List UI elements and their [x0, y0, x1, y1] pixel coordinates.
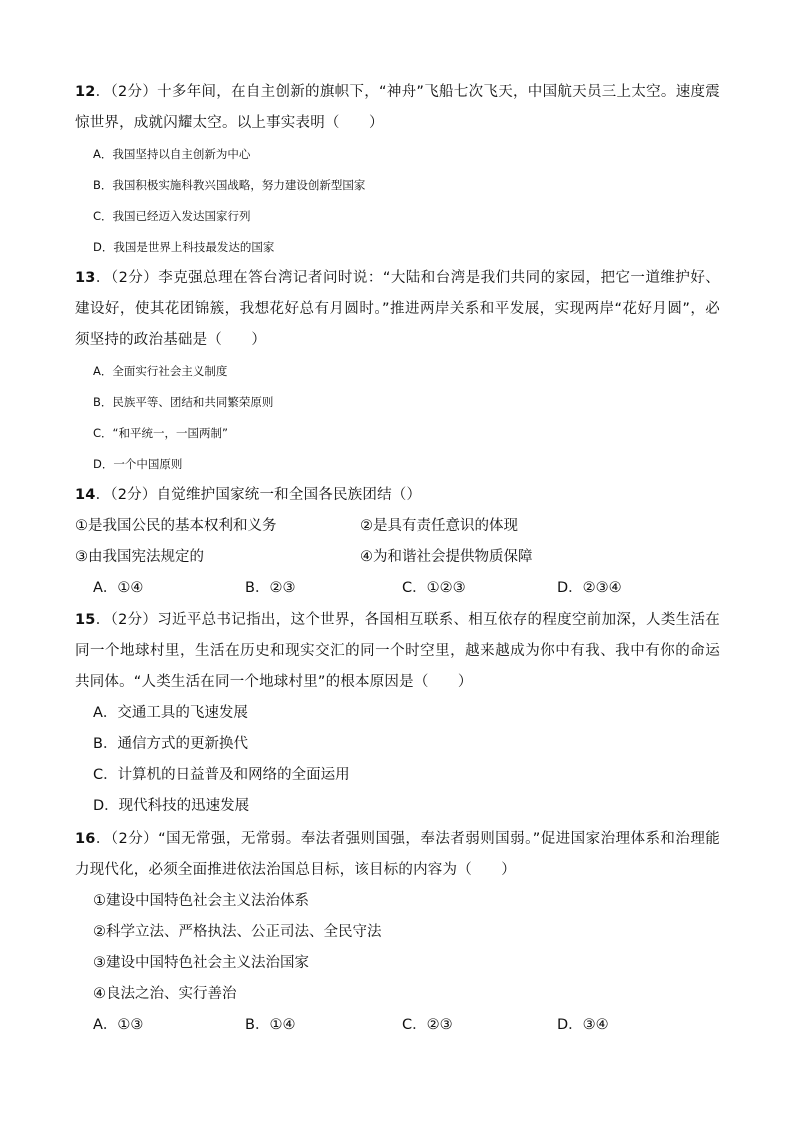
choice-a[interactable]: A．①③ [93, 1017, 144, 1033]
statement-4: ④良法之治、实行善治 [93, 986, 237, 1002]
choice-row [75, 1010, 720, 1041]
question-13 [75, 263, 720, 480]
option-c[interactable]: C．“和平统一，一国两制” [93, 426, 228, 440]
choice-d[interactable]: D．②③④ [557, 580, 622, 596]
question-14 [75, 480, 720, 604]
option-b[interactable]: B．通信方式的更新换代 [93, 736, 248, 752]
question-text: ．（2分）十多年间，在自主创新的旗帜下，“神舟”飞船七次飞天，中国航天员三上太空。速度震惊世界，成就闪耀太空。以上事实表明（ ） [75, 84, 720, 131]
option-b[interactable]: B．我国积极实施科教兴国战略，努力建设创新型国家 [93, 178, 366, 192]
option-a[interactable]: A．我国坚持以自主创新为中心 [93, 147, 251, 161]
question-number: 14 [75, 487, 96, 503]
question-stem [75, 77, 720, 139]
question-12 [75, 77, 720, 263]
question-text: ．（2分）习近平总书记指出，这个世界，各国相互联系、相互依存的程度空前加深，人类生活在同一个地球村里，生活在历史和现实交汇的同一个时空里，越来越成为你中有我、我中有你的命运共同体。“人类生活在同一个地球村里”的根本原因是（ ） [75, 612, 720, 690]
option-d[interactable]: D．现代科技的迅速发展 [93, 798, 250, 814]
question-text: ．（2分）李克强总理在答台湾记者问时说：“大陆和台湾是我们共同的家园，把它一道维护好、建设好，使其花团锦簇，我想花好总有月圆时。”推进两岸关系和平发展，实现两岸“花好月圆”，必须坚持的政治基础是（ ） [75, 270, 720, 348]
statement-1: ①是我国公民的基本权利和义务 [75, 518, 277, 534]
statement-1: ①建设中国特色社会主义法治体系 [93, 893, 309, 909]
option-d[interactable]: D．一个中国原则 [93, 457, 183, 471]
statement-2: ②是具有责任意识的体现 [360, 518, 518, 534]
statement-3: ③建设中国特色社会主义法治国家 [93, 955, 309, 971]
option-c[interactable]: C．计算机的日益普及和网络的全面运用 [93, 767, 350, 783]
choice-b[interactable]: B．①④ [245, 1017, 296, 1033]
choice-b[interactable]: B．②③ [245, 580, 296, 596]
choice-a[interactable]: A．①④ [93, 580, 144, 596]
option-c[interactable]: C．我国已经迈入发达国家行列 [93, 209, 251, 223]
statement-row [75, 542, 720, 573]
choice-c[interactable]: C．②③ [402, 1017, 453, 1033]
question-number: 15 [75, 612, 96, 628]
question-stem [75, 824, 720, 886]
question-15 [75, 605, 720, 822]
option-a[interactable]: A．交通工具的飞速发展 [93, 705, 248, 721]
question-number: 16 [75, 831, 96, 847]
choice-c[interactable]: C．①②③ [402, 580, 466, 596]
option-b[interactable]: B．民族平等、团结和共同繁荣原则 [93, 395, 274, 409]
question-stem [75, 480, 720, 511]
statement-2: ②科学立法、严格执法、公正司法、全民守法 [93, 924, 382, 940]
question-stem [75, 263, 720, 356]
question-text: ．（2分）自觉维护国家统一和全国各民族团结（） [95, 487, 422, 503]
option-d[interactable]: D．我国是世界上科技最发达的国家 [93, 240, 275, 254]
statement-3: ③由我国宪法规定的 [75, 549, 204, 565]
choice-d[interactable]: D．③④ [557, 1017, 609, 1033]
option-a[interactable]: A．全面实行社会主义制度 [93, 364, 228, 378]
question-stem [75, 605, 720, 698]
question-16 [75, 824, 720, 1041]
question-number: 13 [75, 270, 96, 286]
question-number: 12 [75, 84, 96, 100]
choice-row [75, 573, 720, 604]
question-text: ．（2分）“国无常强，无常弱。奉法者强则国强，奉法者弱则国弱。”促进国家治理体系和治理能力现代化，必须全面推进依法治国总目标，该目标的内容为（ ） [75, 831, 720, 878]
statement-4: ④为和谐社会提供物质保障 [360, 549, 533, 565]
statement-row [75, 511, 720, 542]
